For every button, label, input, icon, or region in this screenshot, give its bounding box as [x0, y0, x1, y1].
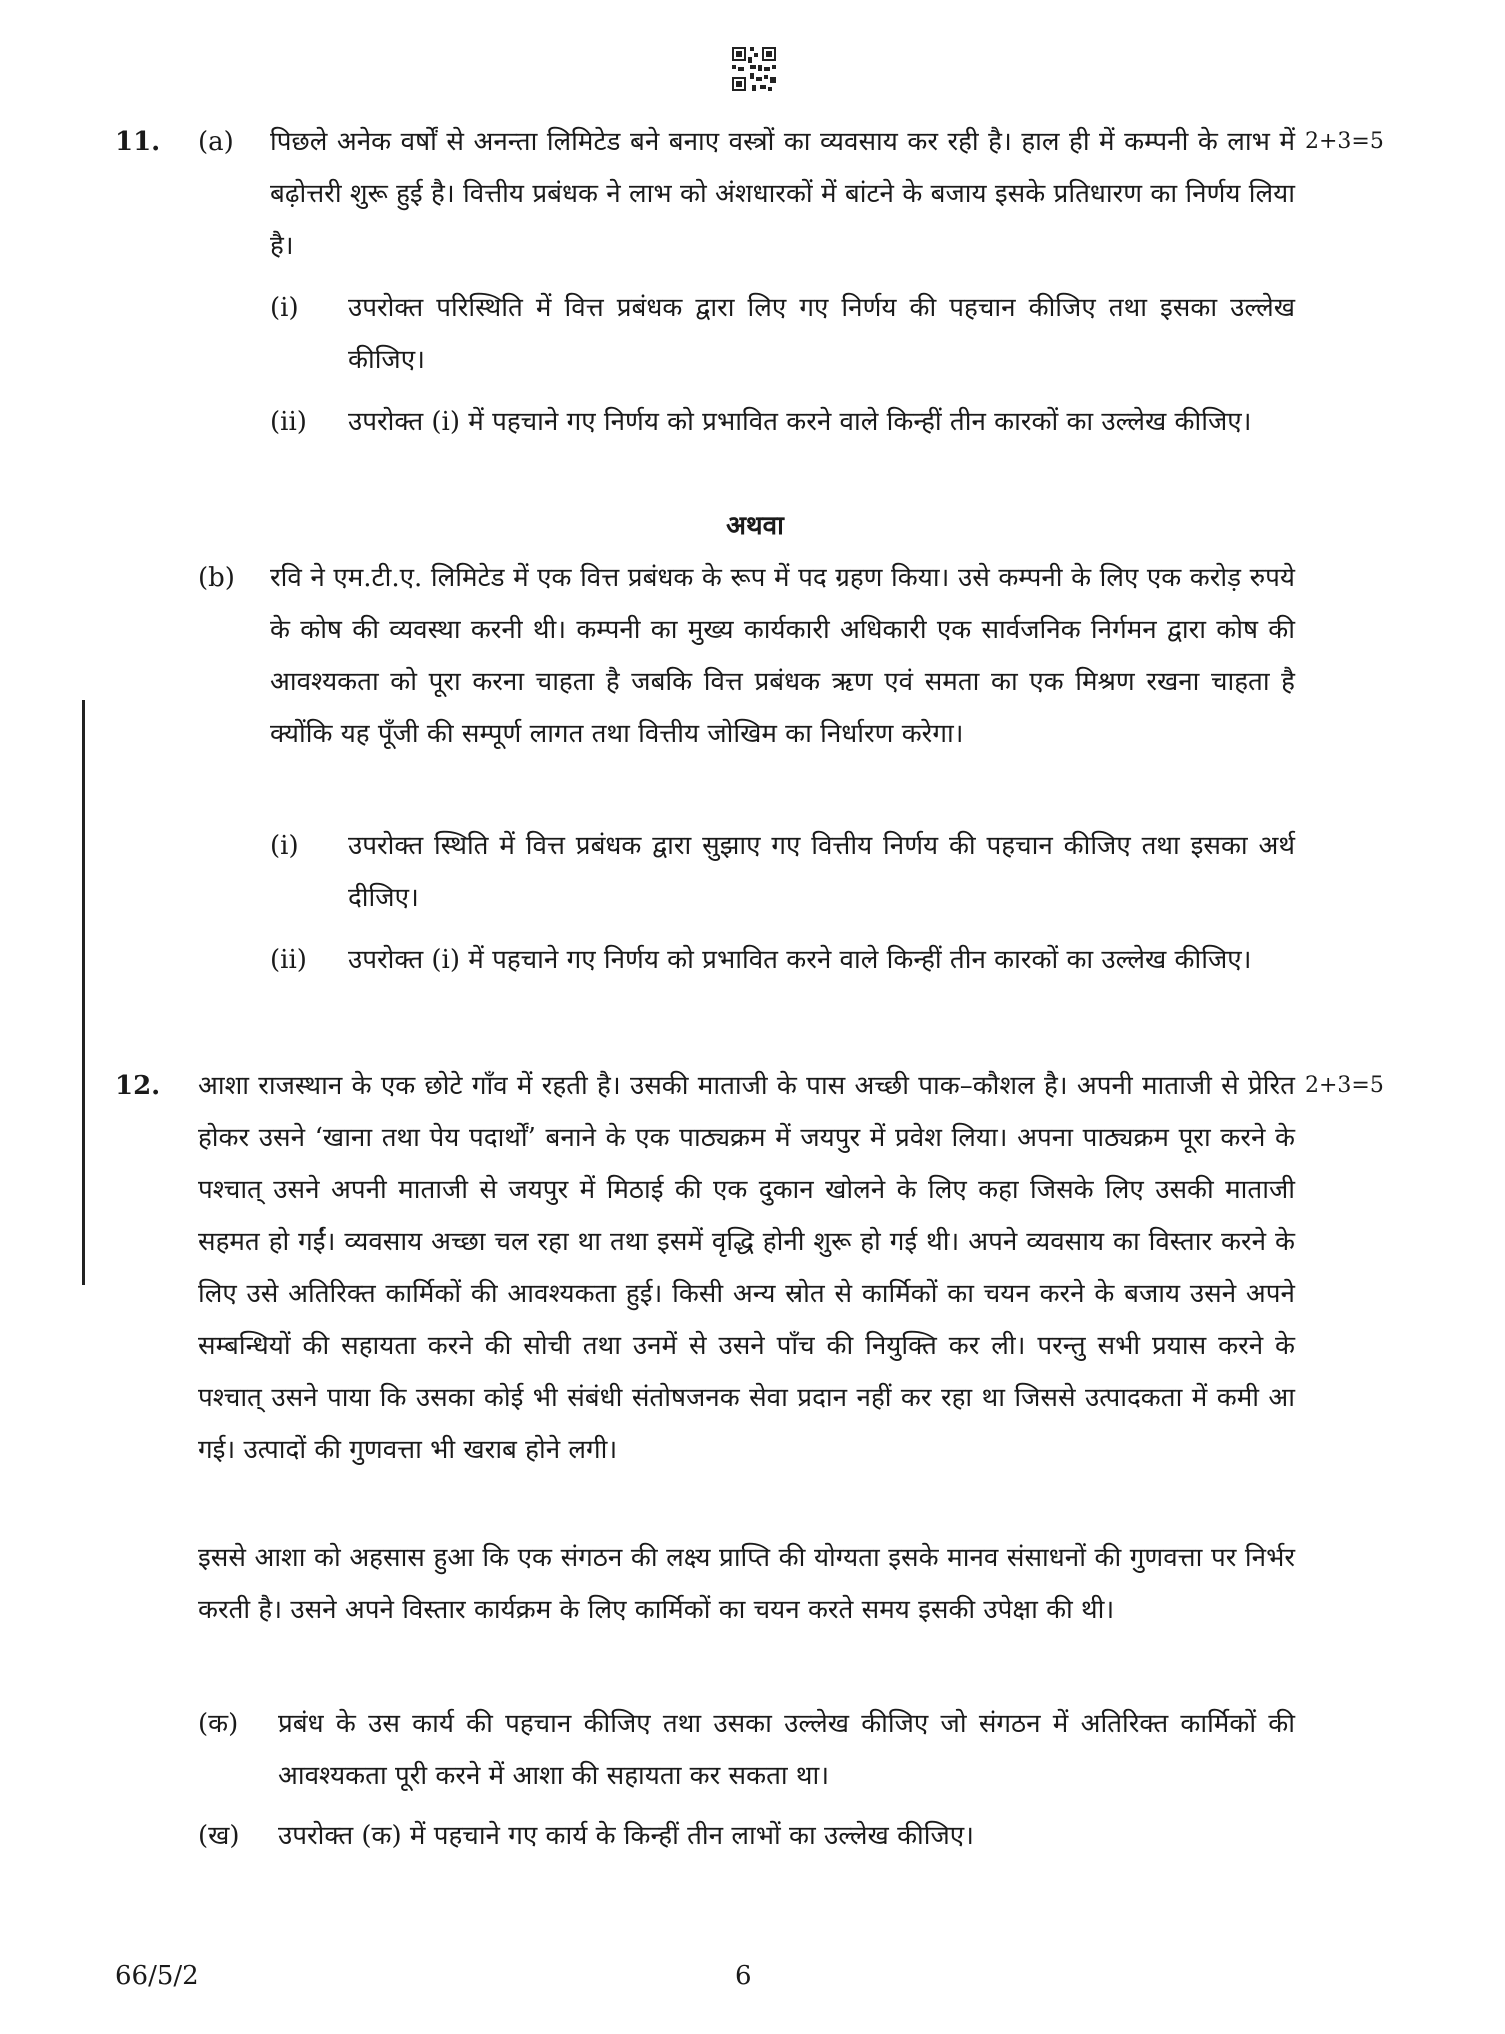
q12-sub-ka-label: (क) [198, 1709, 239, 1739]
q11-part-a-text: पिछले अनेक वर्षों से अनन्ता लिमिटेड बने बनाए वस्त्रों का व्यवसाय कर रही है। हाल ही में कम्पनी के लाभ में बढ़ोत्तरी शुरू हुई है। वित्तीय प्रबंधक ने लाभ को अंशधारकों में बांटने के बजाय इसके प्रतिधारण का निर्णय लिया है। [270, 127, 1295, 261]
margin-change-bar [82, 700, 85, 1285]
q12-sub-kha-label: (ख) [198, 1821, 240, 1851]
or-separator: अथवा [726, 511, 784, 541]
q11-part-b-text: रवि ने एम.टी.ए. लिमिटेड में एक वित्त प्रबंधक के रूप में पद ग्रहण किया। उसे कम्पनी के लिए एक करोड़ रुपये के कोष की व्यवस्था करनी थी। कम्पनी का मुख्य कार्यकारी अधिकारी एक सार्वजनिक निर्गमन द्वारा कोष की आवश्यकता को पूरा करना चाहता है जबकि वित्त प्रबंधक ऋण एवं समता का एक मिश्रण रखना चाहता है क्योंकि यह पूँजी की सम्पूर्ण लागत तथा वित्तीय जोखिम का निर्धारण करेगा। [270, 563, 1295, 749]
q12-sub-ka-text: प्रबंध के उस कार्य की पहचान कीजिए तथा उसका उल्लेख कीजिए जो संगठन में अतिरिक्त कार्मिकों की आवश्यकता पूरी करने में आशा की सहायता कर सकता था। [278, 1709, 1295, 1791]
q11a-sub-i-text: उपरोक्त परिस्थिति में वित्त प्रबंधक द्वारा लिए गए निर्णय की पहचान कीजिए तथा इसका उल्लेख कीजिए। [348, 293, 1295, 375]
q11a-sub-ii-label: (ii) [270, 407, 307, 437]
marks-q11: 2+3=5 [1305, 129, 1384, 154]
q11-part-b-label: (b) [198, 563, 235, 593]
marks-q12: 2+3=5 [1305, 1073, 1384, 1098]
q12-paragraph-2: इससे आशा को अहसास हुआ कि एक संगठन की लक्ष्य प्राप्ति की योग्यता इसके मानव संसाधनों की गुणवत्ता पर निर्भर करती है। उसने अपने विस्तार कार्यक्रम के लिए कार्मिकों का चयन करते समय इसकी उपेक्षा की थी। [198, 1543, 1295, 1625]
page-number: 6 [735, 1961, 752, 1991]
question-number-12: 12. [115, 1071, 161, 1101]
q11b-sub-ii-label: (ii) [270, 945, 307, 975]
q11b-sub-i-label: (i) [270, 831, 299, 861]
paper-code: 66/5/2 [115, 1961, 199, 1991]
q11b-sub-ii-text: उपरोक्त (i) में पहचाने गए निर्णय को प्रभावित करने वाले किन्हीं तीन कारकों का उल्लेख कीजिए। [348, 945, 1252, 975]
q11-part-a-label: (a) [198, 127, 234, 157]
q12-sub-kha-text: उपरोक्त (क) में पहचाने गए कार्य के किन्हीं तीन लाभों का उल्लेख कीजिए। [278, 1821, 975, 1851]
q11b-sub-i-text: उपरोक्त स्थिति में वित्त प्रबंधक द्वारा सुझाए गए वित्तीय निर्णय की पहचान कीजिए तथा इसका अर्थ दीजिए। [348, 831, 1295, 913]
q12-paragraph-1: आशा राजस्थान के एक छोटे गाँव में रहती है। उसकी माताजी के पास अच्छी पाक–कौशल है। अपनी माताजी से प्रेरित होकर उसने ‘खाना तथा पेय पदार्थों’ बनाने के एक पाठ्यक्रम में जयपुर में प्रवेश लिया। अपना पाठ्यक्रम पूरा करने के पश्चात् उसने अपनी माताजी से जयपुर में मिठाई की एक दुकान खोलने के लिए कहा जिसके लिए उसकी माताजी सहमत हो गईं। व्यवसाय अच्छा चल रहा था तथा इसमें वृद्धि होनी शुरू हो गई थी। अपने व्यवसाय का विस्तार करने के लिए उसे अतिरिक्त कार्मिकों की आवश्यकता हुई। किसी अन्य स्रोत से कार्मिकों का चयन करने के बजाय उसने अपने सम्बन्धियों की सहायता करने की सोची तथा उनमें से उसने पाँच की नियुक्ति कर ली। परन्तु सभी प्रयास करने के पश्चात् उसने पाया कि उसका कोई भी संबंधी संतोषजनक सेवा प्रदान नहीं कर रहा था जिससे उत्पादकता में कमी आ गई। उत्पादों की गुणवत्ता भी खराब होने लगी। [198, 1071, 1295, 1465]
q11a-sub-i-label: (i) [270, 293, 299, 323]
qr-code-icon [730, 45, 778, 93]
q11a-sub-ii-text: उपरोक्त (i) में पहचाने गए निर्णय को प्रभावित करने वाले किन्हीं तीन कारकों का उल्लेख कीजिए। [348, 407, 1252, 437]
question-number-11: 11. [115, 127, 161, 157]
